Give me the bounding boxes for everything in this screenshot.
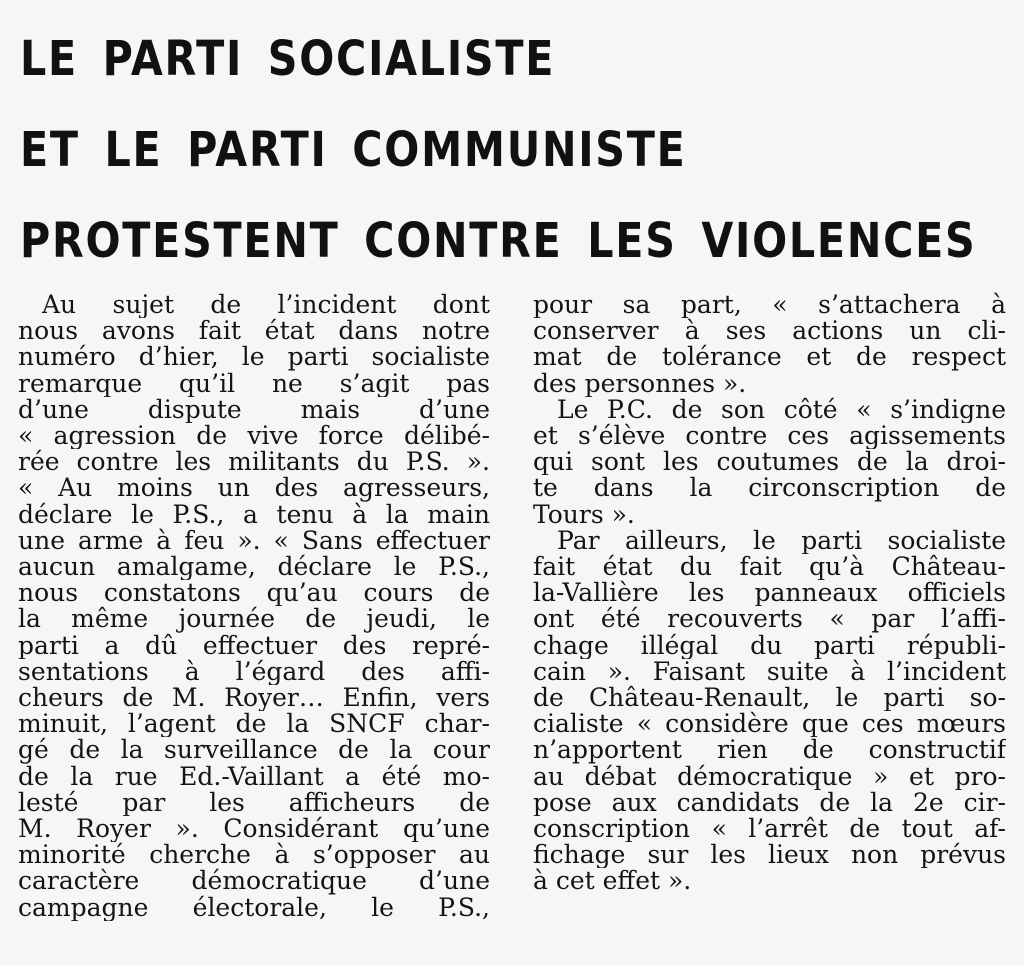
text-line: aucun amalgame, déclare le P.S.,	[18, 554, 490, 581]
text-line: des personnes ».	[533, 370, 747, 397]
text-line: « agression de vive force délibé-	[18, 423, 490, 450]
text-line: n’apportent rien de constructif	[533, 737, 1006, 764]
text-line: de la rue Ed.-Vaillant a été mo-	[18, 763, 490, 790]
text-line: chage illégal du parti républi-	[533, 632, 1006, 659]
text-line: Par ailleurs, le parti socialiste	[557, 527, 1006, 555]
text-line: minuit, l’agent de la SNCF char-	[18, 711, 490, 738]
text-line: de Château-Renault, le parti so-	[533, 685, 1006, 712]
right-column	[533, 292, 1006, 895]
text-line: à cet effet ».	[533, 868, 692, 895]
text-line: Le P.C. de son côté « s’indigne	[557, 396, 1006, 424]
text-line: une arme à feu ». « Sans effectuer	[18, 527, 490, 555]
text-line: nous constatons qu’au cours de	[18, 580, 490, 607]
text-line: d’une dispute mais d’une	[18, 396, 490, 424]
text-line: qui sont les coutumes de la droi-	[533, 449, 1006, 476]
text-line: numéro d’hier, le parti socialiste	[18, 344, 490, 371]
headline-line: ET LE PARTI COMMUNISTE	[20, 122, 687, 178]
text-line: rée contre les militants du P.S. ».	[18, 449, 490, 476]
text-line: mat de tolérance et de respect	[533, 344, 1006, 371]
text-line: cialiste « considère que ces mœurs	[533, 711, 1006, 738]
text-line: ont été recouverts « par l’affi-	[533, 606, 1006, 633]
text-line: pose aux candidats de la 2e cir-	[533, 789, 1006, 817]
text-line: campagne électorale, le P.S.,	[18, 894, 490, 921]
text-line: lesté par les afficheurs de	[18, 789, 490, 817]
text-line: la-Vallière les panneaux officiels	[533, 580, 1006, 607]
text-line: la même journée de jeudi, le	[18, 606, 490, 633]
text-line: fichage sur les lieux non prévus	[533, 842, 1006, 869]
text-line: Au sujet de l’incident dont	[42, 292, 490, 319]
headline-line: PROTESTENT CONTRE LES VIOLENCES	[20, 213, 977, 269]
text-line: Tours ».	[533, 501, 635, 528]
text-line: remarque qu’il ne s’agit pas	[18, 370, 490, 397]
text-line: sentations à l’égard des affi-	[18, 658, 490, 686]
text-line: te dans la circonscription de	[533, 475, 1006, 502]
text-line: nous avons fait état dans notre	[18, 318, 490, 345]
text-line: et s’élève contre ces agissements	[533, 423, 1006, 450]
text-line: cain ». Faisant suite à l’incident	[533, 658, 1006, 686]
text-line: caractère démocratique d’une	[18, 868, 490, 895]
text-line: parti a dû effectuer des repré-	[18, 632, 490, 659]
text-line: conscription « l’arrêt de tout af-	[533, 816, 1006, 843]
text-line: fait état du fait qu’à Château-	[533, 554, 1006, 581]
text-line: cheurs de M. Royer… Enfin, vers	[18, 685, 490, 712]
text-line: « Au moins un des agresseurs,	[18, 475, 490, 502]
text-line: au débat démocratique » et pro-	[533, 763, 1006, 790]
text-line: déclare le P.S., a tenu à la main	[18, 501, 490, 528]
text-line: gé de la surveillance de la cour	[18, 737, 490, 764]
headline	[20, 14, 977, 287]
text-line: pour sa part, « s’attachera à	[533, 292, 1006, 319]
left-column	[18, 292, 490, 921]
text-line: conserver à ses actions un cli-	[533, 318, 1006, 345]
headline-line: LE PARTI SOCIALISTE	[20, 31, 556, 87]
text-line: M. Royer ». Considérant qu’une	[18, 816, 490, 843]
text-line: minorité cherche à s’opposer au	[18, 842, 490, 869]
